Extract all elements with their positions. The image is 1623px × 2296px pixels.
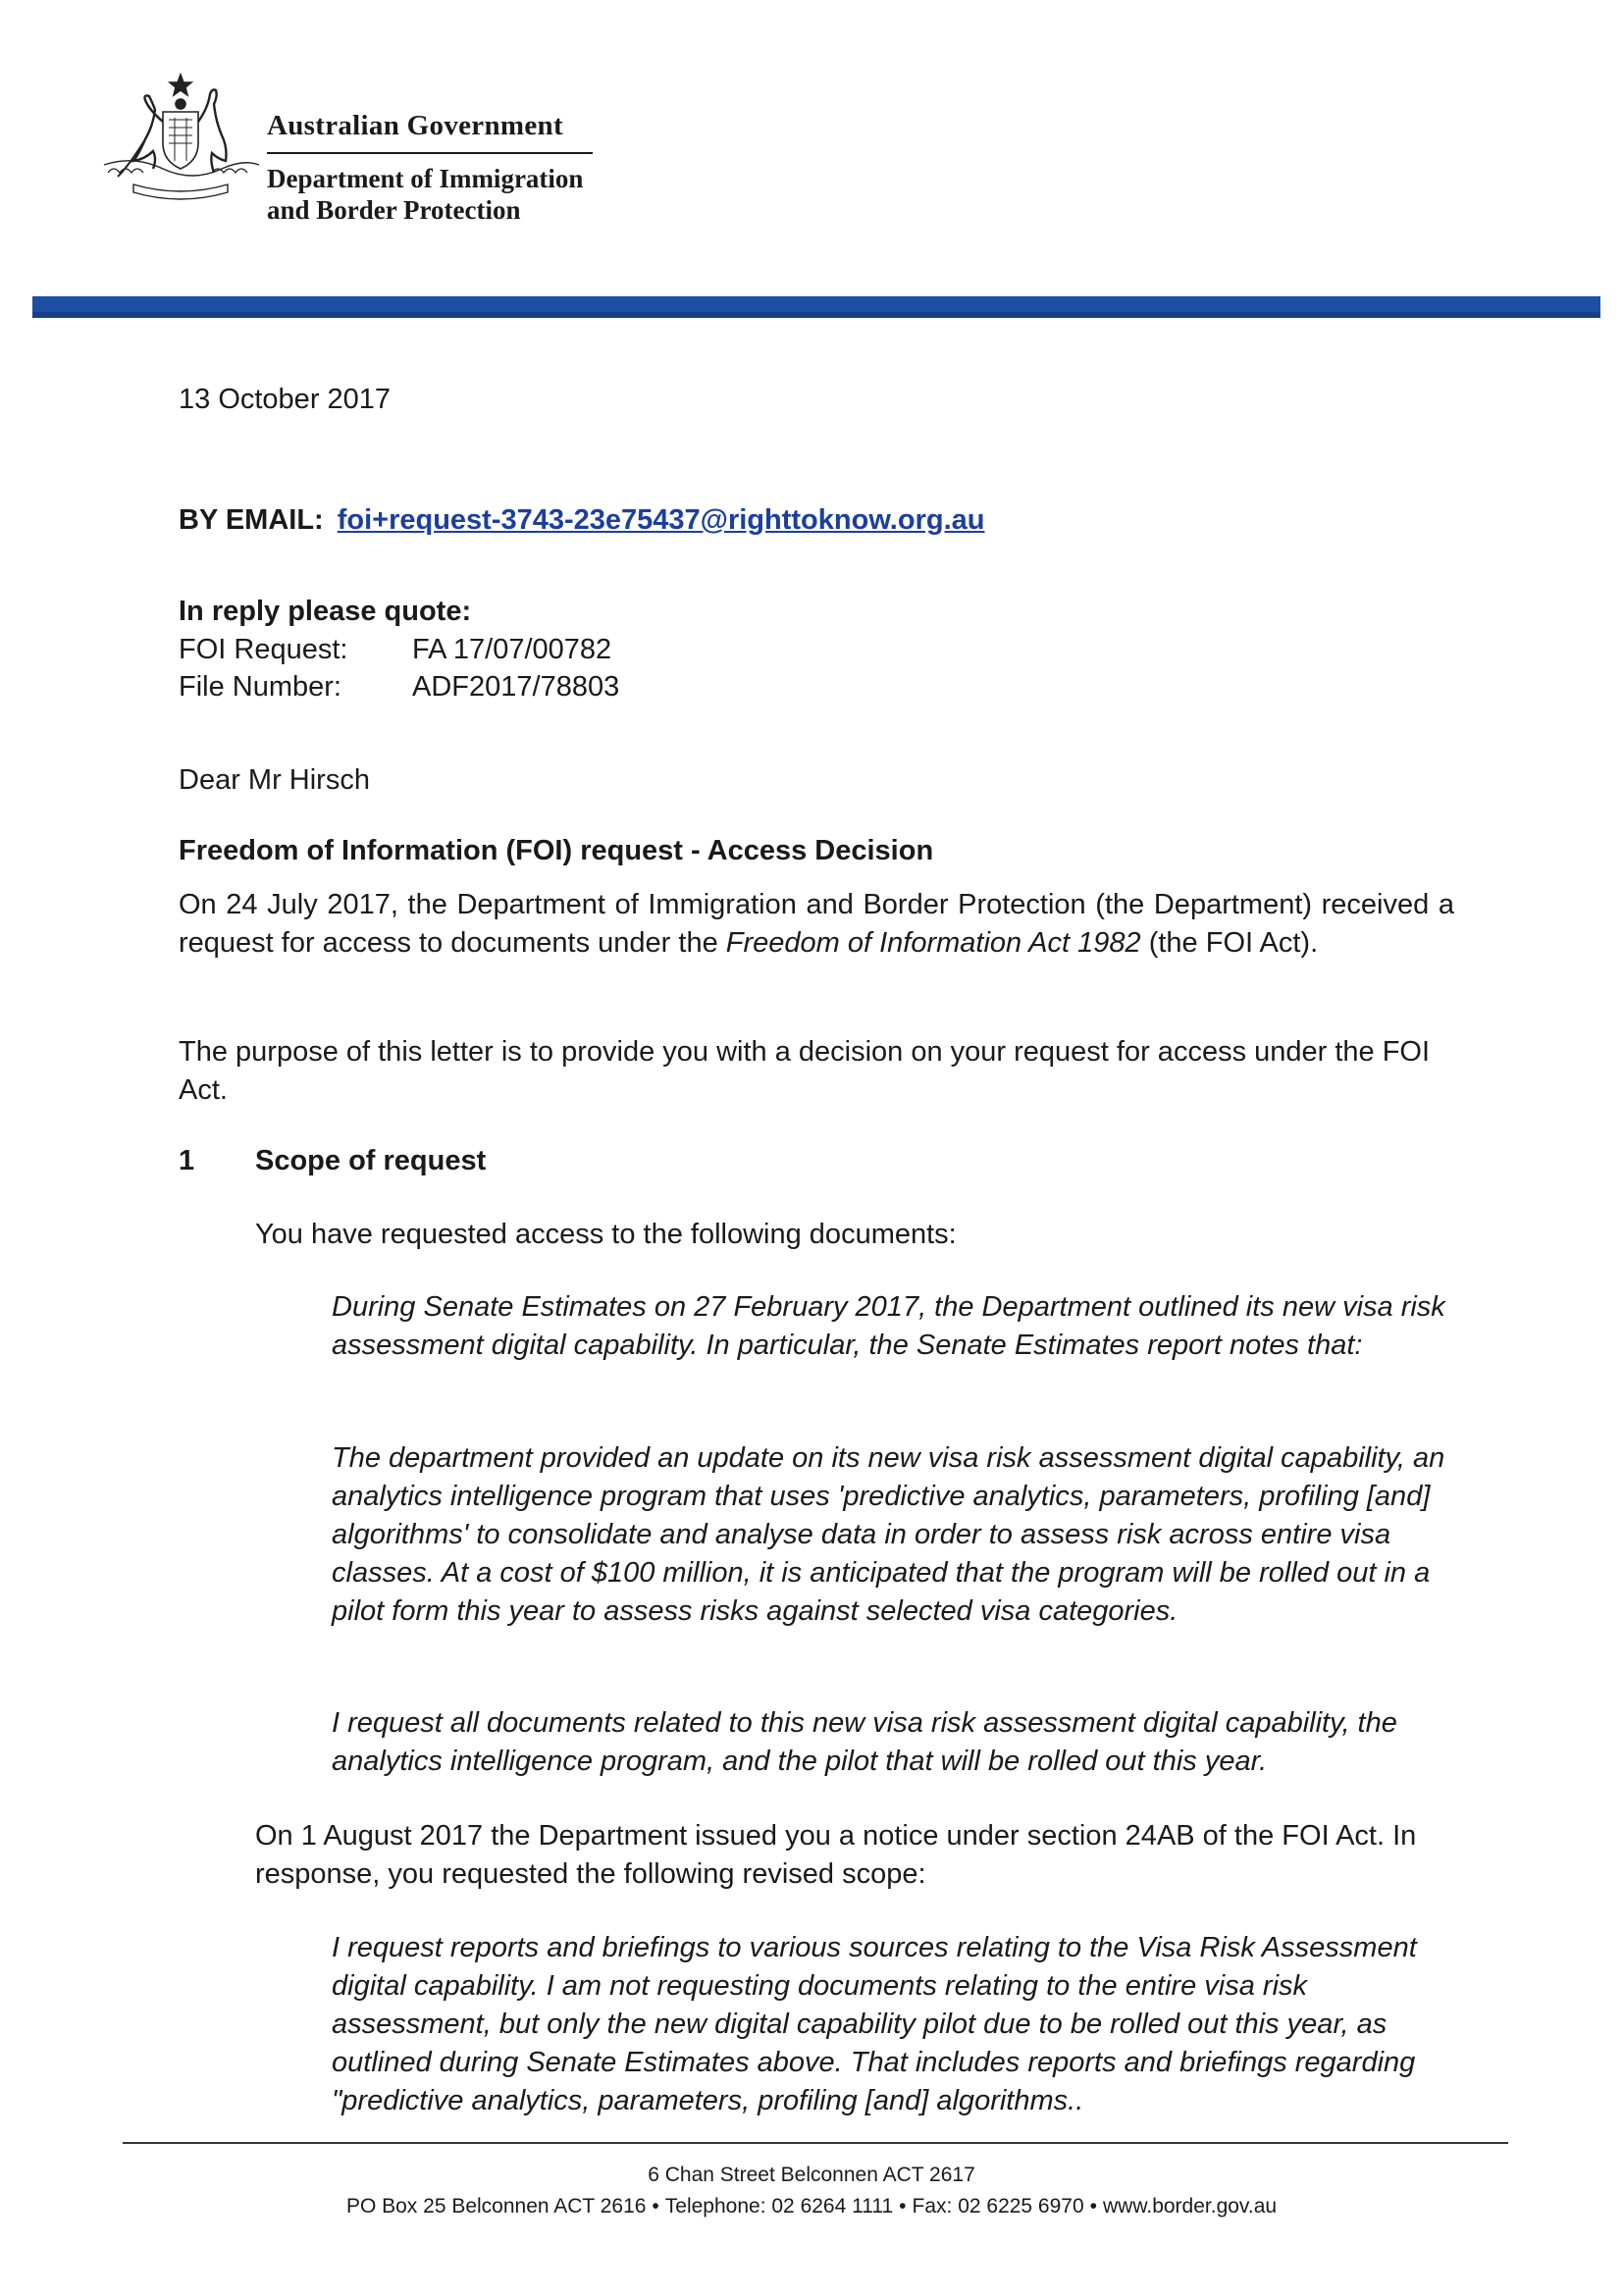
revised-scope-quote: I request reports and briefings to various sources relating to the Visa Risk Assessment digital capability. I am not requesting documents relating to the entire visa risk assessment, but only the new digital capability pilot due to be rolled out this year, as outlined during Senate Estimates above. That includes reports and briefings regarding "predictive analytics, parameters, profiling [and] algorithms.. xyxy=(332,1932,1417,2116)
section-title: Scope of request xyxy=(255,1145,487,1176)
request-quote-3: I request all documents related to this new visa risk assessment digital capability, the analytics intelligence program, and the pilot that will be rolled out this year. xyxy=(332,1707,1397,1777)
footer-fax: Fax: 02 6225 6970 xyxy=(912,2195,1084,2218)
file-number-value: ADF2017/78803 xyxy=(412,671,620,703)
act-title: Freedom of Information Act 1982 xyxy=(725,927,1141,959)
letter-date: 13 October 2017 xyxy=(179,384,392,415)
footer-divider xyxy=(123,2142,1508,2144)
salutation: Dear Mr Hirsch xyxy=(179,764,370,796)
footer-bullet: • xyxy=(652,2195,659,2218)
footer-telephone: Telephone: 02 6264 1111 xyxy=(664,2195,894,2218)
email-link[interactable]: foi+request-3743-23e75437@righttoknow.org.au xyxy=(337,504,985,536)
paragraph-request-received xyxy=(179,886,1454,963)
paragraph-requested-access: You have requested access to the following documents: xyxy=(255,1219,957,1250)
request-quote-2: The department provided an update on its new visa risk assessment digital capability, an analytics intelligence program that uses 'predictive analytics, parameters, profiling [and] algorithms' to consolidate and analyse data in order to assess risk across entire visa classes. At a cost of $100 million, it is anticipated that the program will be rolled out in a pilot form this year to assess risks against selected visa categories. xyxy=(332,1442,1445,1627)
file-number-label: File Number: xyxy=(179,671,341,703)
header-divider xyxy=(267,152,593,154)
footer-contact-line xyxy=(0,2193,1623,2220)
section-number: 1 xyxy=(179,1145,195,1176)
department-name-line-2: and Border Protection xyxy=(267,195,521,225)
paragraph-purpose: The purpose of this letter is to provide you with a decision on your request for access under the FOI Act. xyxy=(179,1036,1431,1106)
paragraph-revised-scope: On 1 August 2017 the Department issued you a notice under section 24AB of the FOI Act. In response, you requested the following revised scope: xyxy=(255,1820,1417,1890)
p1-text-after: (the FOI Act). xyxy=(1140,927,1319,959)
footer-website[interactable]: www.border.gov.au xyxy=(1103,2195,1278,2218)
coat-of-arms-icon xyxy=(94,71,267,208)
header-band-shadow xyxy=(32,312,1600,318)
reply-heading: In reply please quote: xyxy=(179,596,472,627)
footer-bullet: • xyxy=(1089,2195,1098,2218)
by-email-line xyxy=(179,501,984,540)
footer-po-box: PO Box 25 Belconnen ACT 2616 xyxy=(345,2195,647,2218)
footer-bullet: • xyxy=(899,2195,907,2218)
government-name: Australian Government xyxy=(267,110,563,141)
p1-text-before: On 24 July 2017, the Department of Immigration and Border Protection (the Department) received a request for access to documents under the xyxy=(179,889,1454,959)
by-email-label: BY EMAIL: xyxy=(179,504,324,536)
foi-request-label: FOI Request: xyxy=(179,634,348,665)
foi-request-value: FA 17/07/00782 xyxy=(412,634,612,665)
footer-address: 6 Chan Street Belconnen ACT 2617 xyxy=(648,2164,975,2186)
request-quote-1: During Senate Estimates on 27 February 2017, the Department outlined its new visa risk assessment digital capability. In particular, the Senate Estimates report notes that: xyxy=(332,1291,1445,1361)
letter-subject: Freedom of Information (FOI) request - Access Decision xyxy=(179,835,934,866)
department-name-line-1: Department of Immigration xyxy=(267,164,584,193)
